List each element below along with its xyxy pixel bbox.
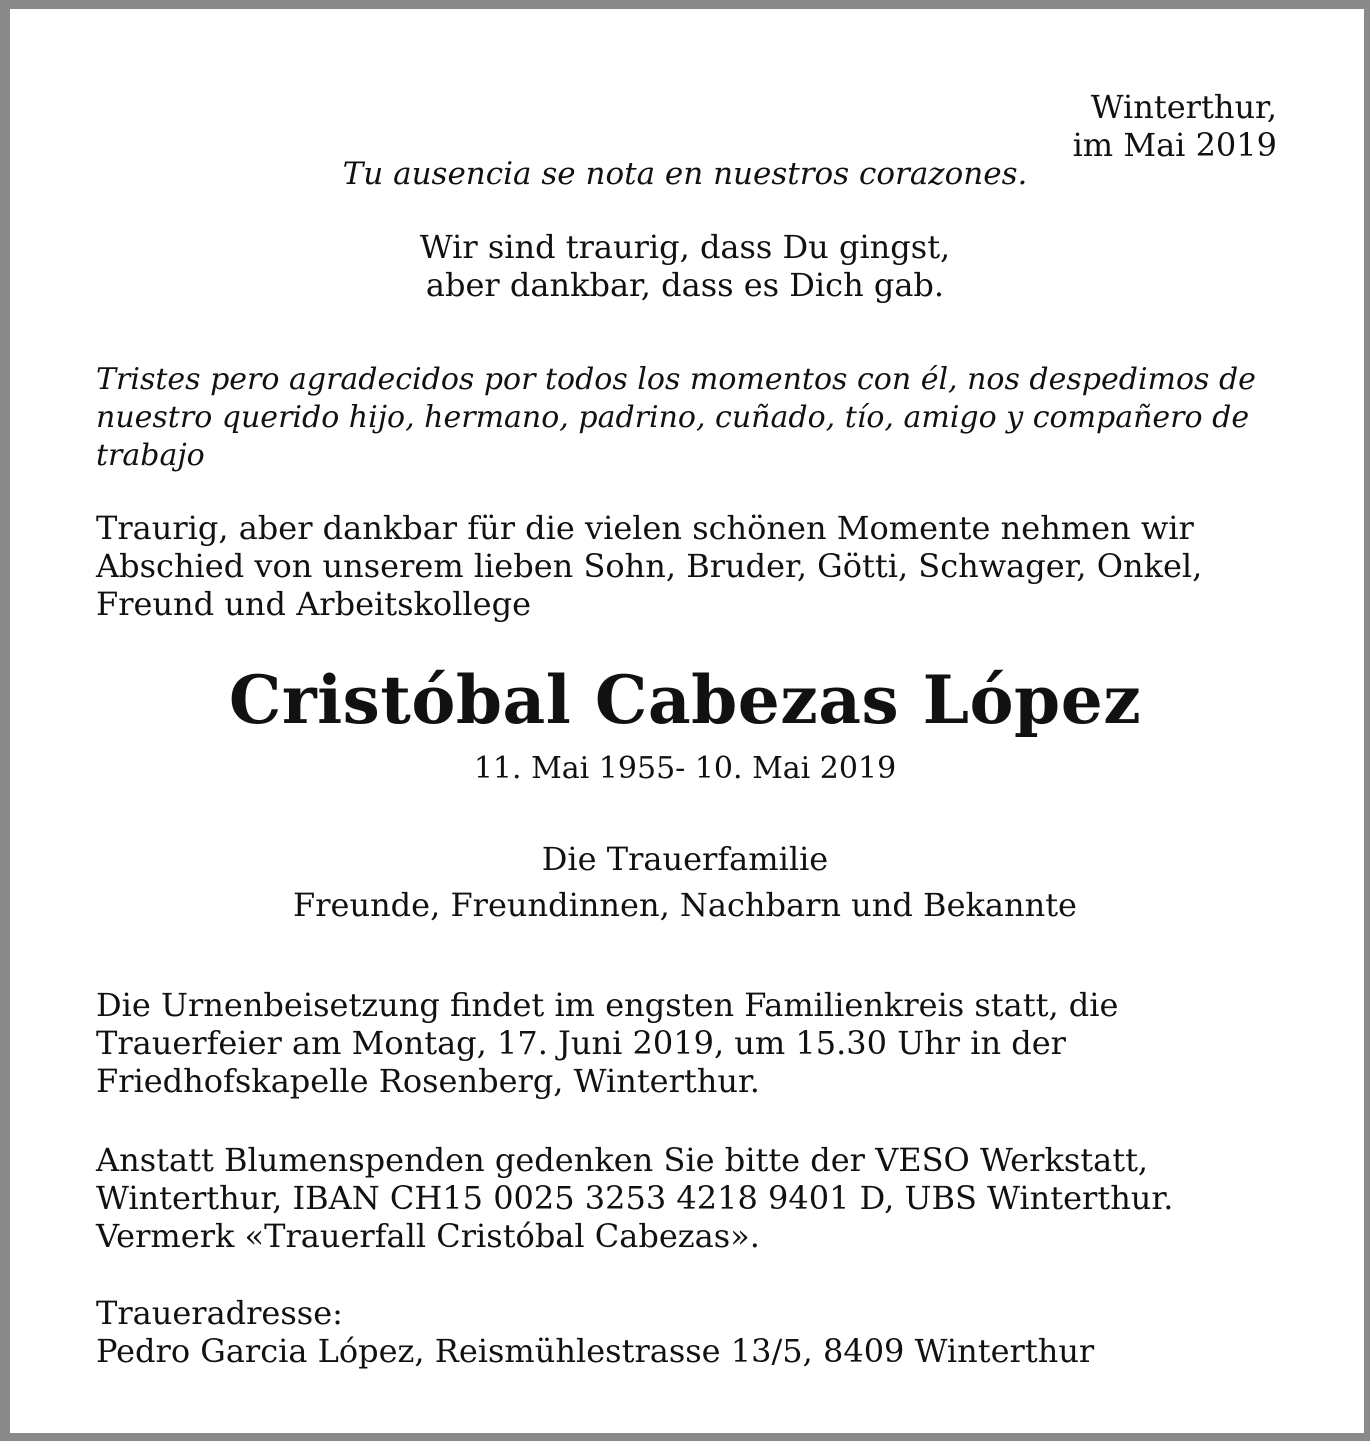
motto-spanish: Tu ausencia se nota en nuestros corazones. [342,156,1028,192]
motto-german-line: Wir sind traurig, dass Du gingst, [419,228,951,266]
mourning-address [96,1294,1276,1370]
place-text: Winterthur, [1090,88,1277,126]
intro-german-line: Traurig, aber dankbar für die vielen schönen Momente nehmen wir [96,509,1194,547]
mourning-friends: Freunde, Freundinnen, Nachbarn und Bekannte [293,886,1077,924]
mourning-family: Die Trauerfamilie [541,840,829,878]
donation-line: Vermerk «Trauerfall Cristóbal Cabezas». [96,1217,760,1255]
intro-spanish-line: trabajo [96,438,205,473]
ceremony-line: Trauerfeier am Montag, 17. Juni 2019, um 15.30 Uhr in der [96,1024,1066,1062]
donation-info [96,1141,1276,1255]
motto-german [0,228,1370,304]
ceremony-line: Friedhofskapelle Rosenberg, Winterthur. [96,1062,760,1100]
address-label: Traueradresse: [96,1294,343,1332]
ceremony-line: Die Urnenbeisetzung findet im engsten Familienkreis statt, die [96,986,1119,1024]
donation-line: Anstatt Blumenspenden gedenken Sie bitte der VESO Werkstatt, [96,1141,1149,1179]
ceremony-info [96,986,1276,1100]
place-date [1073,88,1277,164]
intro-german-line: Abschied von unserem lieben Sohn, Bruder, Götti, Schwager, Onkel, [96,547,1203,585]
motto-german-line: aber dankbar, dass es Dich gab. [425,266,945,304]
intro-spanish-line: nuestro querido hijo, hermano, padrino, cuñado, tío, amigo y compañero de [96,400,1250,435]
donation-line: Winterthur, IBAN CH15 0025 3253 4218 9401 D, UBS Winterthur. [96,1179,1174,1217]
address-value: Pedro Garcia López, Reismühlestrasse 13/5, 8409 Winterthur [96,1332,1095,1370]
intro-spanish [96,361,1276,475]
life-dates: 11. Mai 1955- 10. Mai 2019 [473,751,897,786]
intro-german [96,509,1276,623]
intro-german-line: Freund und Arbeitskollege [96,585,532,623]
date-text: im Mai 2019 [1072,126,1277,164]
intro-spanish-line: Tristes pero agradecidos por todos los momentos con él, nos despedimos de [96,362,1256,397]
deceased-name: Cristóbal Cabezas López [228,661,1142,739]
